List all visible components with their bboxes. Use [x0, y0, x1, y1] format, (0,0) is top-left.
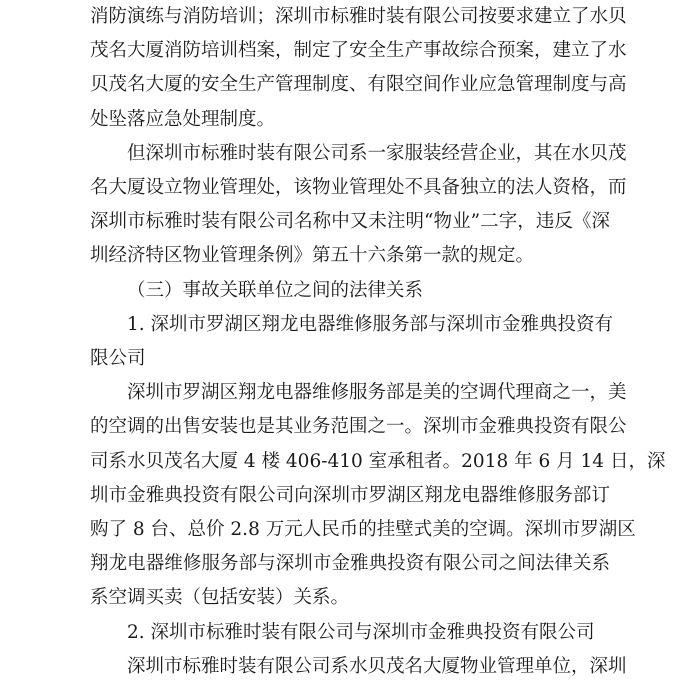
paragraph-line: 名大厦设立物业管理处，该物业管理处不具备独立的法人资格，而 [90, 177, 627, 198]
paragraph-line: 贝茂名大厦的安全生产管理制度、有限空间作业应急管理制度与高 [90, 74, 627, 95]
paragraph-line: 深圳市标雅时装有限公司系水贝茂名大厦物业管理单位，深圳 [127, 656, 627, 677]
paragraph-line: 深圳市标雅时装有限公司名称中又未注明“物业”二字，违反《深 [90, 211, 610, 232]
paragraph-line: 但深圳市标雅时装有限公司系一家服装经营企业，其在水贝茂 [127, 143, 627, 164]
paragraph-line: 购了 8 台、总价 2.8 万元人民币的挂壁式美的空调。深圳市罗湖区 [90, 519, 636, 540]
paragraph-line: 深圳市罗湖区翔龙电器维修服务部是美的空调代理商之一，美 [127, 382, 627, 403]
paragraph-line: 的空调的出售安装也是其业务范围之一。深圳市金雅典投资有限公 [90, 416, 627, 437]
subsection-heading-continuation: 限公司 [90, 348, 146, 369]
paragraph-line: 系空调买卖（包括安装）关系。 [90, 587, 350, 608]
paragraph-line: 茂名大厦消防培训档案，制定了安全生产事故综合预案，建立了水 [90, 40, 627, 61]
paragraph-line: 圳市金雅典投资有限公司向深圳市罗湖区翔龙电器维修服务部订 [90, 485, 610, 506]
section-heading: （三）事故关联单位之间的法律关系 [127, 280, 424, 301]
subsection-heading: 2. 深圳市标雅时装有限公司与深圳市金雅典投资有限公司 [127, 622, 595, 643]
subsection-heading: 1. 深圳市罗湖区翔龙电器维修服务部与深圳市金雅典投资有 [127, 314, 614, 335]
paragraph-line: 翔龙电器维修服务部与深圳市金雅典投资有限公司之间法律关系 [90, 553, 610, 574]
paragraph-line: 司系水贝茂名大厦 4 楼 406-410 室承租者。2018 年 6 月 14 日，深 [90, 451, 666, 472]
paragraph-line: 消防演练与消防培训；深圳市标雅时装有限公司按要求建立了水贝 [90, 6, 627, 27]
paragraph-line: 圳经济特区物业管理条例》第五十六条第一款的规定。 [90, 245, 535, 266]
paragraph-line: 处坠落应急处理制度。 [90, 109, 276, 130]
